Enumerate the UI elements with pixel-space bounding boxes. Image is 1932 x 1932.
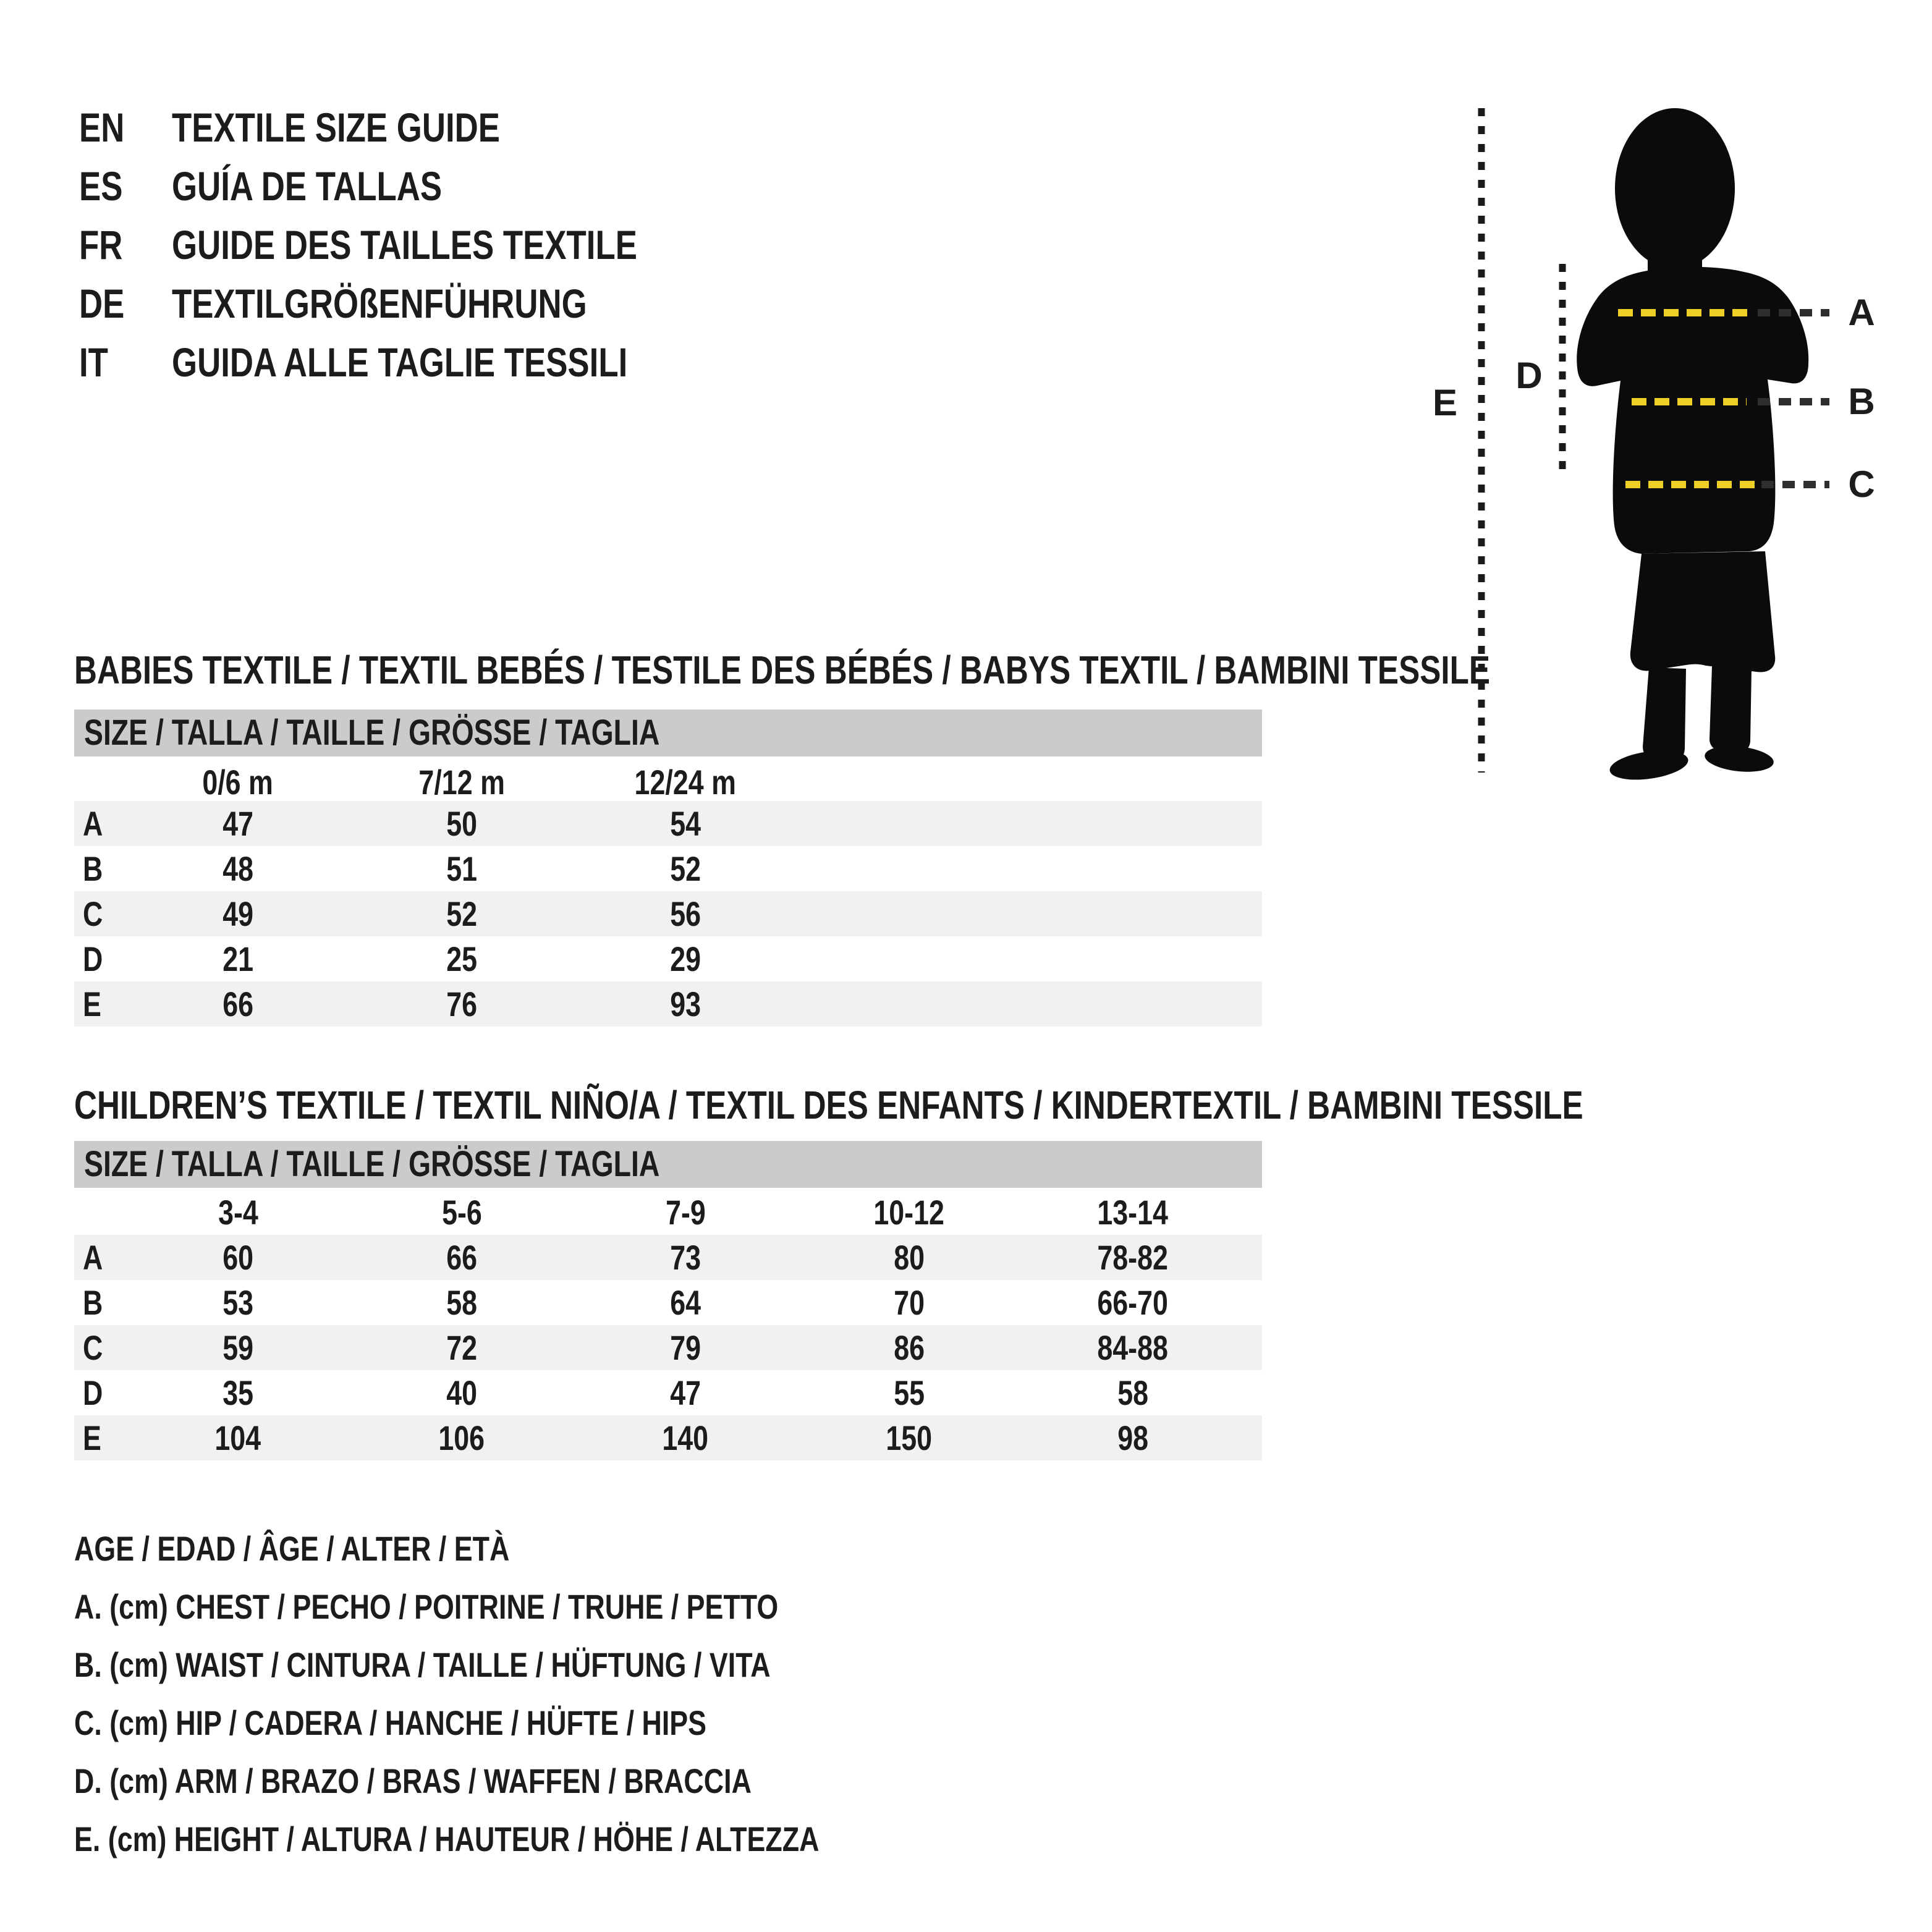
value-cell: 48	[222, 849, 253, 888]
row-label-cell: D	[83, 939, 103, 978]
legend-item-chest: A. (cm) CHEST / PECHO / POITRINE / TRUHE / PETTO	[74, 1587, 779, 1626]
value-cell: 72	[446, 1328, 477, 1367]
table-row	[74, 1280, 1262, 1325]
row-label-cell: B	[83, 1283, 103, 1322]
value-cell: 21	[222, 939, 253, 978]
measure-label-e: E	[1432, 382, 1458, 423]
legend-item-age: AGE / EDAD / ÂGE / ALTER / ETÀ	[74, 1528, 510, 1568]
table-row	[74, 1325, 1262, 1370]
measurement-legend	[74, 1519, 1006, 1868]
legend-item-arm: D. (cm) ARM / BRAZO / BRAS / WAFFEN / BRACCIA	[74, 1761, 752, 1800]
value-cell: 64	[670, 1283, 701, 1322]
value-cell: 58	[446, 1283, 477, 1322]
table-row	[74, 981, 1262, 1027]
babies-size-header-bar: SIZE / TALLA / TAILLE / GRÖSSE / TAGLIA	[74, 710, 1262, 756]
legend-item-height: E. (cm) HEIGHT / ALTURA / HAUTEUR / HÖHE / ALTEZZA	[74, 1819, 820, 1858]
children-column-header-row	[74, 1192, 1262, 1232]
row-label-cell: A	[83, 804, 103, 843]
value-cell: 70	[894, 1283, 925, 1322]
table-row	[74, 1235, 1262, 1280]
table-row	[74, 1415, 1262, 1460]
value-cell: 35	[222, 1373, 253, 1412]
column-header: 13-14	[1097, 1192, 1169, 1232]
language-row	[79, 215, 753, 274]
value-cell: 59	[222, 1328, 253, 1367]
value-cell: 66	[446, 1238, 477, 1277]
language-list	[79, 98, 753, 391]
value-cell: 76	[446, 985, 477, 1023]
value-cell: 54	[670, 804, 701, 843]
value-cell: 140	[662, 1418, 709, 1457]
column-header: 10-12	[873, 1192, 945, 1232]
column-header: 3-4	[218, 1192, 258, 1232]
children-size-header-bar: SIZE / TALLA / TAILLE / GRÖSSE / TAGLIA	[74, 1141, 1262, 1188]
column-header: 5-6	[441, 1192, 482, 1232]
measure-label-a: A	[1848, 292, 1875, 333]
value-cell: 79	[670, 1328, 701, 1367]
value-cell: 78-82	[1097, 1238, 1169, 1277]
language-title: TEXTILE SIZE GUIDE	[172, 104, 500, 150]
value-cell: 106	[438, 1418, 485, 1457]
value-cell: 47	[222, 804, 253, 843]
value-cell: 66-70	[1097, 1283, 1169, 1322]
value-cell: 25	[446, 939, 477, 978]
table-row	[74, 801, 1262, 846]
table-row	[74, 1370, 1262, 1415]
language-row	[79, 274, 753, 333]
column-header: 7-9	[665, 1192, 706, 1232]
measure-label-d: D	[1515, 355, 1543, 396]
language-code: EN	[79, 104, 125, 150]
column-header: 12/24 m	[634, 762, 737, 802]
children-table	[74, 1235, 1262, 1460]
value-cell: 150	[886, 1418, 933, 1457]
value-cell: 93	[670, 985, 701, 1023]
table-row	[74, 846, 1262, 891]
value-cell: 29	[670, 939, 701, 978]
language-title: GUÍA DE TALLAS	[172, 163, 443, 209]
language-title: TEXTILGRÖßENFÜHRUNG	[172, 280, 587, 326]
value-cell: 50	[446, 804, 477, 843]
row-label-cell: B	[83, 849, 103, 888]
value-cell: 84-88	[1097, 1328, 1169, 1367]
babies-section-title: BABIES TEXTILE / TEXTIL BEBÉS / TESTILE DES BÉBÉS / BABYS TEXTIL / BAMBINI TESSILE	[74, 648, 1491, 692]
row-label-cell: E	[83, 985, 101, 1023]
babies-column-header-row	[74, 761, 1262, 802]
table-row	[74, 891, 1262, 936]
column-header: 7/12 m	[418, 762, 505, 802]
language-title: GUIDA ALLE TAGLIE TESSILI	[172, 339, 628, 385]
row-label-cell: E	[83, 1418, 101, 1457]
value-cell: 53	[222, 1283, 253, 1322]
language-code: DE	[79, 280, 125, 326]
value-cell: 60	[222, 1238, 253, 1277]
legend-item-waist: B. (cm) WAIST / CINTURA / TAILLE / HÜFTUNG / VITA	[74, 1645, 771, 1684]
language-code: ES	[79, 163, 123, 209]
value-cell: 52	[670, 849, 701, 888]
value-cell: 86	[894, 1328, 925, 1367]
value-cell: 51	[446, 849, 477, 888]
table-row	[74, 936, 1262, 981]
row-label-cell: A	[83, 1238, 103, 1277]
value-cell: 66	[222, 985, 253, 1023]
babies-table	[74, 801, 1262, 1027]
value-cell: 52	[446, 894, 477, 933]
measure-label-c: C	[1848, 464, 1875, 505]
row-label-cell: D	[83, 1373, 103, 1412]
row-label-cell: C	[83, 894, 103, 933]
language-title: GUIDE DES TAILLES TEXTILE	[172, 221, 637, 268]
children-section-title: CHILDREN’S TEXTILE / TEXTIL NIÑO/A / TEXTIL DES ENFANTS / KINDERTEXTIL / BAMBINI TESSILE	[74, 1083, 1583, 1127]
language-row	[79, 156, 753, 215]
value-cell: 98	[1117, 1418, 1148, 1457]
value-cell: 80	[894, 1238, 925, 1277]
value-cell: 56	[670, 894, 701, 933]
language-row	[79, 333, 753, 391]
legend-item-hip: C. (cm) HIP / CADERA / HANCHE / HÜFTE / HIPS	[74, 1703, 707, 1742]
value-cell: 40	[446, 1373, 477, 1412]
value-cell: 49	[222, 894, 253, 933]
measure-label-b: B	[1848, 381, 1875, 422]
value-cell: 58	[1117, 1373, 1148, 1412]
language-code: FR	[79, 221, 123, 268]
value-cell: 104	[214, 1418, 261, 1457]
column-header: 0/6 m	[202, 762, 274, 802]
language-row	[79, 98, 753, 156]
row-label-cell: C	[83, 1328, 103, 1367]
value-cell: 47	[670, 1373, 701, 1412]
value-cell: 73	[670, 1238, 701, 1277]
language-code: IT	[79, 339, 108, 385]
value-cell: 55	[894, 1373, 925, 1412]
